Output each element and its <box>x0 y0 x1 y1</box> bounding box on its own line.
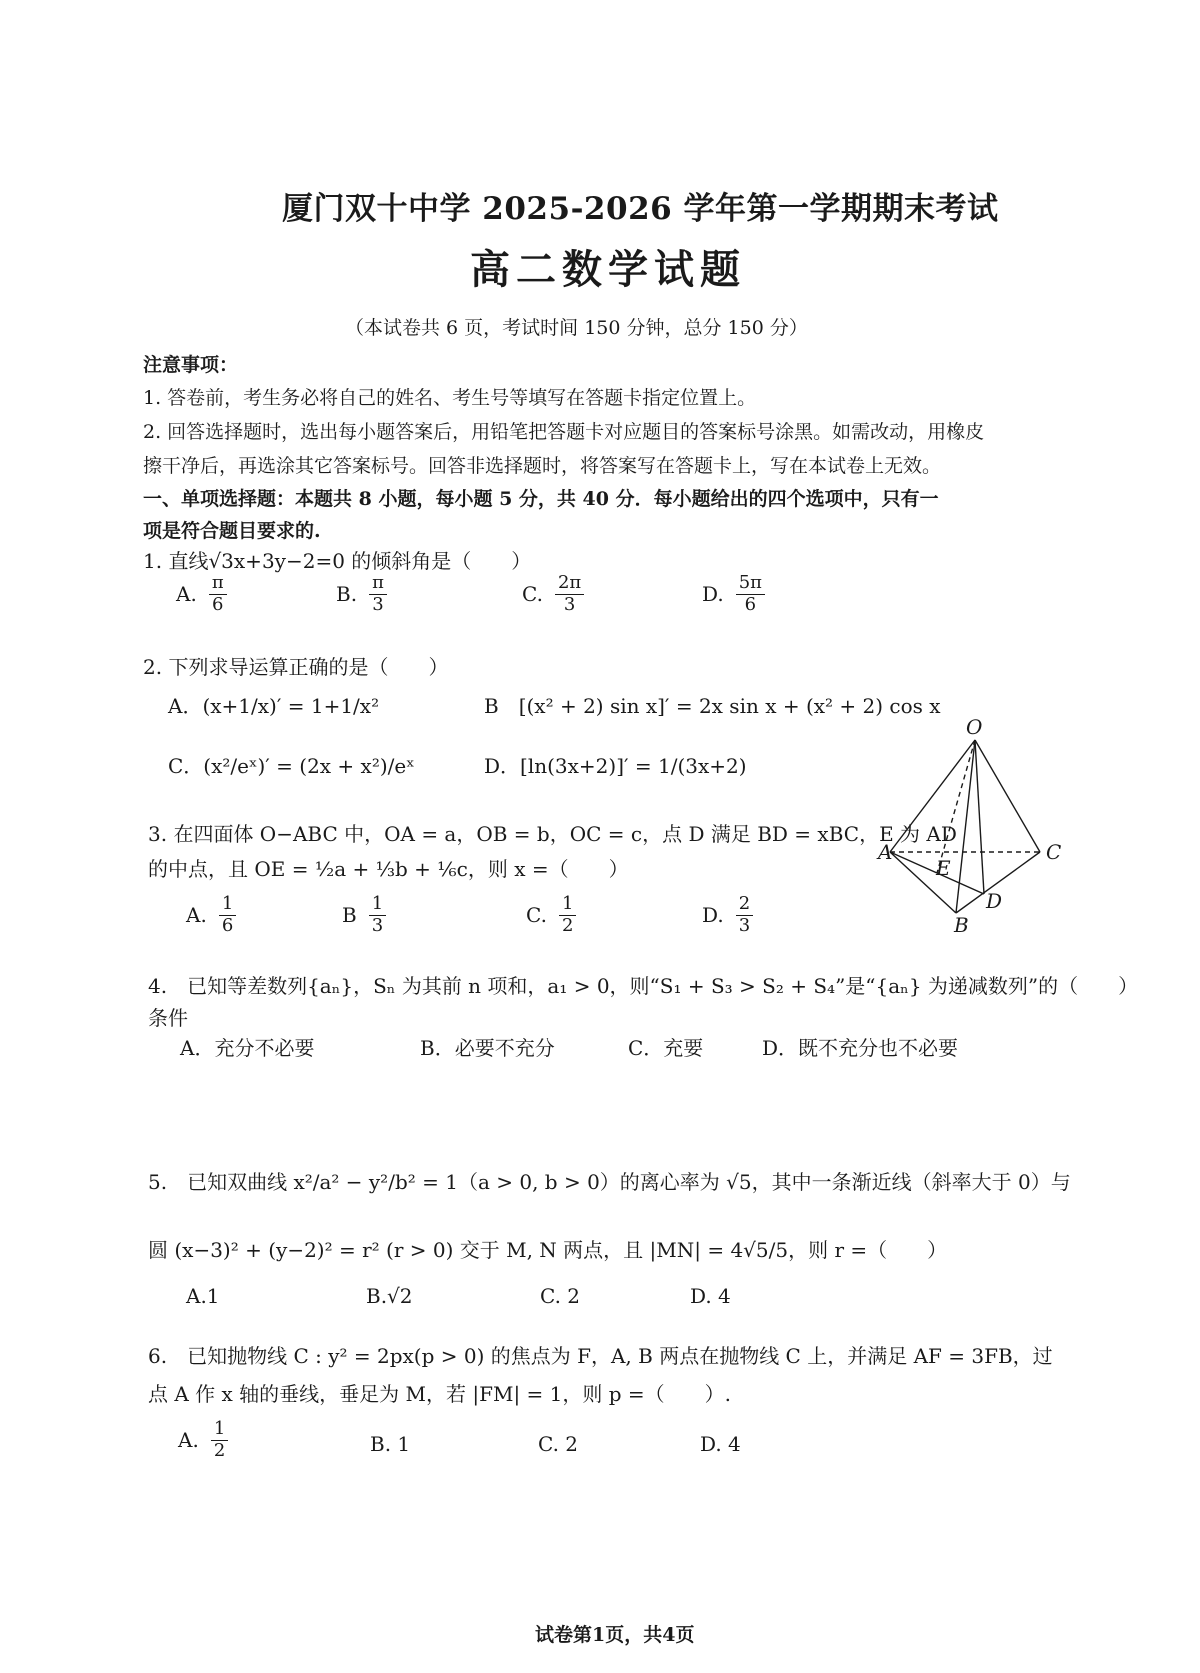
question-3-line-1: 3. 在四面体 O−ABC 中，OA = a，OB = b，OC = c，点 D 满足 BD = xBC，E 为 AD <box>148 822 957 846</box>
vertex-label-o: O <box>966 715 983 739</box>
option-label: C. <box>526 903 547 928</box>
question-2-option-d: D．[ln(3x+2)]′ = 1/(3x+2) <box>484 754 747 778</box>
segment-oe-hidden <box>937 740 975 873</box>
question-6-option-a <box>178 1420 228 1461</box>
option-label: D. <box>702 582 724 607</box>
vertex-label-d: D <box>986 889 1003 913</box>
question-4-option-c: C．充要 <box>628 1036 704 1060</box>
option-label: B <box>342 903 357 928</box>
question-4-line-2: 条件 <box>148 1006 188 1030</box>
notice-item-2-line-1: 2. 回答选择题时，选出每小题答案后，用铅笔把答题卡对应题目的答案标号涂黑。如需改动，用橡皮 <box>143 421 985 443</box>
exam-subtitle: 高二数学试题 <box>470 246 746 293</box>
section-heading-line-1: 一、单项选择题：本题共 8 小题，每小题 5 分，共 40 分．每小题给出的四个选项中，只有一 <box>143 488 939 510</box>
option-fraction: $\frac{2}{3}$ <box>736 895 753 936</box>
option-fraction: $\frac{1}{3}$ <box>369 895 386 936</box>
option-fraction: $\frac{\pi}{3}$ <box>369 574 387 615</box>
question-5-option-b: B.√2 <box>366 1284 413 1308</box>
option-label: A. <box>178 1428 199 1453</box>
question-5-option-d: D. 4 <box>690 1284 731 1308</box>
question-6-option-b: B. 1 <box>370 1432 411 1456</box>
question-6-line-1: 6. 已知抛物线 C : y² = 2px(p > 0) 的焦点为 F，A, B 两点在抛物线 C 上，并满足 AF = 3FB，过 <box>148 1344 1053 1368</box>
question-4-option-b: B．必要不充分 <box>420 1036 555 1060</box>
option-fraction: $\frac{5\pi}{6}$ <box>736 574 765 615</box>
exam-title: 厦门双十中学 2025-2026 学年第一学期期末考试 <box>282 191 999 227</box>
option-fraction: $\frac{2\pi}{3}$ <box>555 574 584 615</box>
tetrahedron-figure <box>878 715 1100 943</box>
vertex-label-a: A <box>878 840 893 864</box>
question-3-option-d <box>702 895 753 936</box>
option-label: A. <box>186 903 207 928</box>
question-6-option-d: D. 4 <box>700 1432 741 1456</box>
option-fraction: $\frac{1}{2}$ <box>559 895 576 936</box>
page-footer: 试卷第1页，共4页 <box>535 1624 695 1646</box>
question-5-option-a: A.1 <box>186 1284 220 1308</box>
edge-ob <box>956 740 975 913</box>
question-4-line-1: 4. 已知等差数列{aₙ}，Sₙ 为其前 n 项和，a₁ > 0，则“S₁ + S₃ > S₂ + S₄”是“{aₙ} 为递减数列”的（ ） <box>148 974 1139 998</box>
question-2-option-a: A．(x+1/x)′ = 1+1/x² <box>168 694 380 718</box>
option-label: B. <box>336 582 358 607</box>
option-fraction: $\frac{\pi}{6}$ <box>209 574 227 615</box>
edge-oc <box>975 740 1040 852</box>
question-2-option-c: C．(x²/eˣ)′ = (2x + x²)/eˣ <box>168 754 415 778</box>
question-1-option-b <box>336 574 387 615</box>
notice-item-1: 1. 答卷前，考生务必将自己的姓名、考生号等填写在答题卡指定位置上。 <box>143 387 757 409</box>
vertex-label-b: B <box>954 913 969 937</box>
option-label: A. <box>176 582 197 607</box>
question-2-option-b: B [(x² + 2) sin x]′ = 2x sin x + (x² + 2) cos x <box>484 694 941 718</box>
section-heading-line-2: 项是符合题目要求的. <box>143 520 321 542</box>
question-1-stem: 1. 直线√3x+3y−2=0 的倾斜角是（ ） <box>143 549 532 573</box>
notice-item-2-line-2: 擦干净后，再选涂其它答案标号。回答非选择题时，将答案写在答题卡上，写在本试卷上无效。 <box>143 455 942 477</box>
vertex-label-c: C <box>1046 840 1062 864</box>
notice-heading: 注意事项： <box>143 354 239 376</box>
question-3-option-a <box>186 895 236 936</box>
edge-oa <box>890 740 975 852</box>
option-label: C. <box>522 582 543 607</box>
option-fraction: $\frac{1}{2}$ <box>211 1420 228 1461</box>
question-5-line-1: 5. 已知双曲线 x²/a² − y²/b² = 1（a > 0, b > 0）的离心率为 √5，其中一条渐近线（斜率大于 0）与 <box>148 1170 1071 1194</box>
exam-info: （本试卷共 6 页，考试时间 150 分钟，总分 150 分） <box>345 317 808 339</box>
option-fraction: $\frac{1}{6}$ <box>219 895 236 936</box>
question-1-option-d <box>702 574 765 615</box>
question-1-option-a <box>176 574 227 615</box>
option-label: D. <box>702 903 724 928</box>
question-3-option-b <box>342 895 386 936</box>
point-label-e: E <box>936 856 951 880</box>
question-6-option-c: C. 2 <box>538 1432 579 1456</box>
question-4-option-d: D．既不充分也不必要 <box>762 1036 959 1060</box>
question-3-line-2: 的中点，且 OE = ½a + ⅓b + ⅙c，则 x =（ ） <box>148 857 629 881</box>
question-5-line-2: 圆 (x−3)² + (y−2)² = r² (r > 0) 交于 M, N 两点，且 |MN| = 4√5/5，则 r =（ ） <box>148 1238 948 1262</box>
question-1-option-c <box>522 574 584 615</box>
edge-od <box>975 740 984 894</box>
question-4-option-a: A．充分不必要 <box>180 1036 315 1060</box>
question-2-stem: 2. 下列求导运算正确的是（ ） <box>143 655 449 679</box>
question-5-option-c: C. 2 <box>540 1284 581 1308</box>
question-6-line-2: 点 A 作 x 轴的垂线，垂足为 M，若 |FM| = 1，则 p =（ ）. <box>148 1382 732 1406</box>
question-3-option-c <box>526 895 576 936</box>
